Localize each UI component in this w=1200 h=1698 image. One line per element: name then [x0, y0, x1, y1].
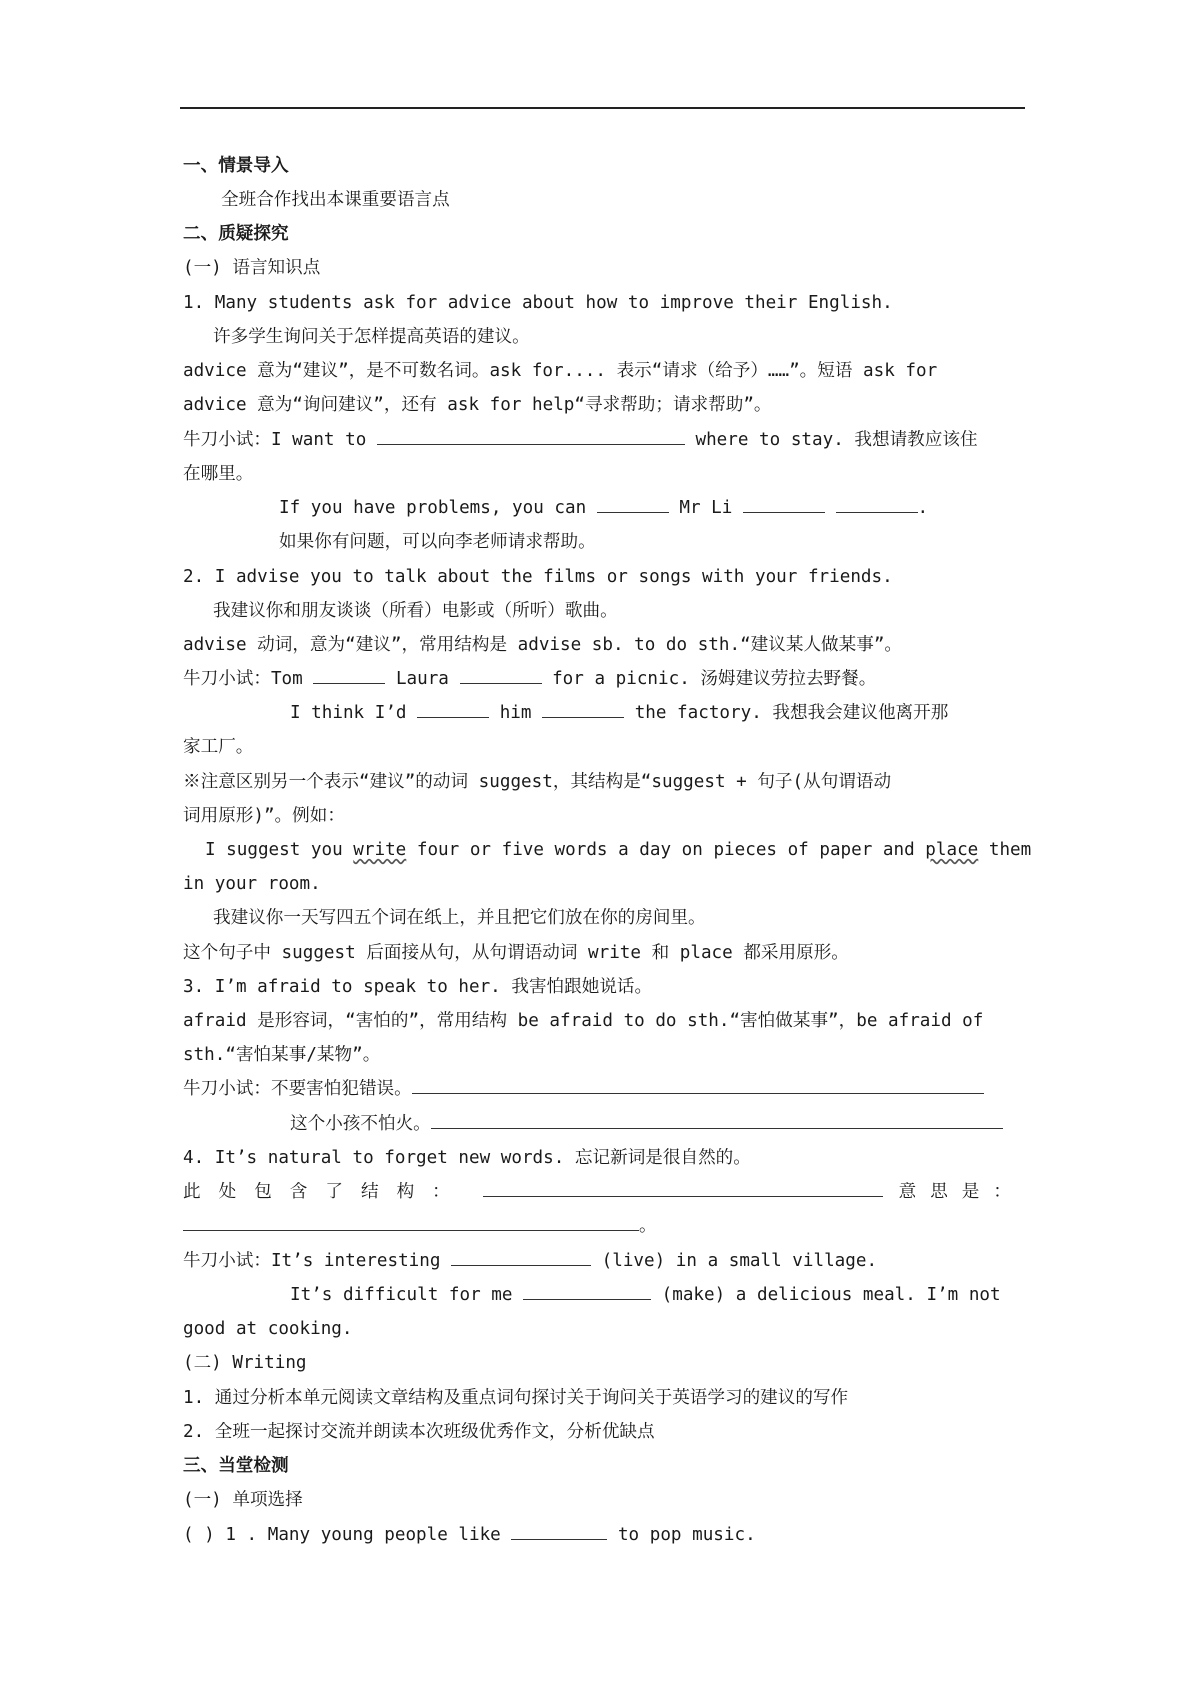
item-4-structure-line — [183, 1180, 1025, 1204]
item-3-note-line1: afraid 是形容词，“害怕的”，常用结构 be afraid to do sth.“害怕做某事”，be afraid of — [183, 1011, 984, 1031]
period: 。 — [639, 1216, 657, 1236]
answer-blank[interactable] — [431, 1112, 1003, 1129]
answer-blank[interactable] — [597, 496, 669, 513]
answer-blank[interactable] — [183, 1214, 639, 1231]
exercise-text: 牛刀小试：I want to — [183, 430, 367, 450]
item-3-sentence: 3. I’m afraid to speak to her. 我害怕跟她说话。 — [183, 977, 653, 997]
item-4-exercise-2 — [290, 1283, 1025, 1307]
question-text: to pop music. — [617, 1525, 756, 1545]
question-text: ( ) 1 . Many young people like — [183, 1525, 501, 1545]
item-2-sentence: 2. I advise you to talk about the films or songs with your friends. — [183, 567, 893, 587]
subsection-language-points: (一) 语言知识点 — [183, 258, 321, 278]
suggest-example-translation: 我建议你一天写四五个词在纸上，并且把它们放在你的房间里。 — [213, 908, 706, 928]
example-text: them — [988, 840, 1032, 860]
item-1-exercise-2-translation: 如果你有问题，可以向李老师请求帮助。 — [279, 532, 596, 552]
answer-blank[interactable] — [313, 667, 385, 684]
item-1-exercise-1 — [183, 428, 1025, 452]
item-1-exercise-2 — [279, 496, 1025, 520]
section-1-text: 全班合作找出本课重要语言点 — [221, 190, 450, 210]
quiz-question-1 — [183, 1523, 1025, 1547]
item-1-note-line2: advice 意为“询问建议”，还有 ask for help“寻求帮助；请求帮助”。 — [183, 395, 772, 415]
suggest-warning-line2: 词用原形)”。例如： — [183, 806, 345, 826]
example-text: four or five words a day on pieces of paper and — [416, 840, 915, 860]
writing-step-2: 2. 全班一起探讨交流并朗读本次班级优秀作文，分析优缺点 — [183, 1422, 655, 1442]
exercise-text: (live) in a small village. — [601, 1251, 878, 1271]
exercise-text: I think I’d — [290, 703, 407, 723]
answer-blank[interactable] — [483, 1180, 883, 1197]
item-3-exercise-1 — [183, 1077, 1025, 1101]
exercise-text: 牛刀小试：It’s interesting — [183, 1251, 441, 1271]
exercise-text: 牛刀小试：不要害怕犯错误。 — [183, 1079, 412, 1099]
item-3-exercise-2 — [290, 1112, 1025, 1136]
suggest-example — [205, 838, 1032, 862]
item-1-translation: 许多学生询问关于怎样提高英语的建议。 — [213, 327, 530, 347]
answer-blank[interactable] — [451, 1249, 591, 1266]
example-text: I suggest you — [205, 840, 343, 860]
answer-blank[interactable] — [836, 496, 918, 513]
writing-step-1: 1. 通过分析本单元阅读文章结构及重点词句探讨关于询问关于英语学习的建议的写作 — [183, 1388, 849, 1408]
exercise-text: for a picnic. 汤姆建议劳拉去野餐。 — [552, 669, 877, 689]
answer-blank[interactable] — [511, 1523, 607, 1540]
suggest-example-note: 这个句子中 suggest 后面接从句，从句谓语动词 write 和 place 都采用原形。 — [183, 943, 849, 963]
answer-blank[interactable] — [523, 1283, 651, 1300]
item-2-note: advise 动词，意为“建议”，常用结构是 advise sb. to do sth.“建议某人做某事”。 — [183, 635, 903, 655]
exercise-text: Mr Li — [679, 498, 733, 518]
answer-blank[interactable] — [417, 701, 489, 718]
header-rule — [180, 107, 1025, 109]
exercise-text: If you have problems, you can — [279, 498, 587, 518]
section-1-title: 一、情景导入 — [183, 156, 289, 176]
item-1-sentence: 1. Many students ask for advice about how to improve their English. — [183, 293, 893, 313]
exercise-text: him — [499, 703, 532, 723]
item-2-exercise-2-cont: 家工厂。 — [183, 737, 254, 757]
exercise-text: 这个小孩不怕火。 — [290, 1114, 431, 1134]
subsection-multiple-choice: (一) 单项选择 — [183, 1490, 303, 1510]
answer-blank[interactable] — [412, 1077, 984, 1094]
item-2-exercise-1 — [183, 667, 1025, 691]
structure-label: 此处包含了结构： — [183, 1182, 468, 1202]
answer-blank[interactable] — [460, 667, 542, 684]
item-4-exercise-1 — [183, 1249, 1025, 1273]
highlighted-verb-place: place — [925, 840, 979, 860]
item-4-exercise-2-cont: good at cooking. — [183, 1319, 353, 1339]
subsection-writing: (二) Writing — [183, 1353, 307, 1373]
answer-blank[interactable] — [542, 701, 624, 718]
item-1-note-line1: advice 意为“建议”，是不可数名词。ask for.... 表示“请求（给予）……”。短语 ask for — [183, 361, 938, 381]
exercise-text: where to stay. 我想请教应该住 — [695, 430, 978, 450]
item-2-translation: 我建议你和朋友谈谈（所看）电影或（所听）歌曲。 — [213, 601, 618, 621]
answer-blank[interactable] — [743, 496, 825, 513]
meaning-label: 意思是： — [898, 1182, 1025, 1202]
exercise-text: Laura — [395, 669, 449, 689]
exercise-text: . — [917, 498, 929, 518]
section-3-title: 三、当堂检测 — [183, 1456, 289, 1476]
exercise-text: the factory. 我想我会建议他离开那 — [634, 703, 949, 723]
item-4-sentence: 4. It’s natural to forget new words. 忘记新词是很自然的。 — [183, 1148, 751, 1168]
suggest-warning-line1: ※注意区别另一个表示“建议”的动词 suggest，其结构是“suggest + 句子(从句谓语动 — [183, 772, 892, 792]
item-2-exercise-2 — [290, 701, 1025, 725]
item-4-meaning-line — [183, 1214, 1025, 1238]
exercise-text: (make) a delicious meal. I’m not — [661, 1285, 1001, 1305]
item-3-note-line2: sth.“害怕某事/某物”。 — [183, 1045, 381, 1065]
exercise-text: 牛刀小试：Tom — [183, 669, 303, 689]
section-2-title: 二、质疑探究 — [183, 224, 289, 244]
answer-blank[interactable] — [377, 428, 685, 445]
suggest-example-cont: in your room. — [183, 874, 321, 894]
highlighted-verb-write: write — [353, 840, 407, 860]
item-1-exercise-1-cont: 在哪里。 — [183, 464, 254, 484]
exercise-text: It’s difficult for me — [290, 1285, 513, 1305]
